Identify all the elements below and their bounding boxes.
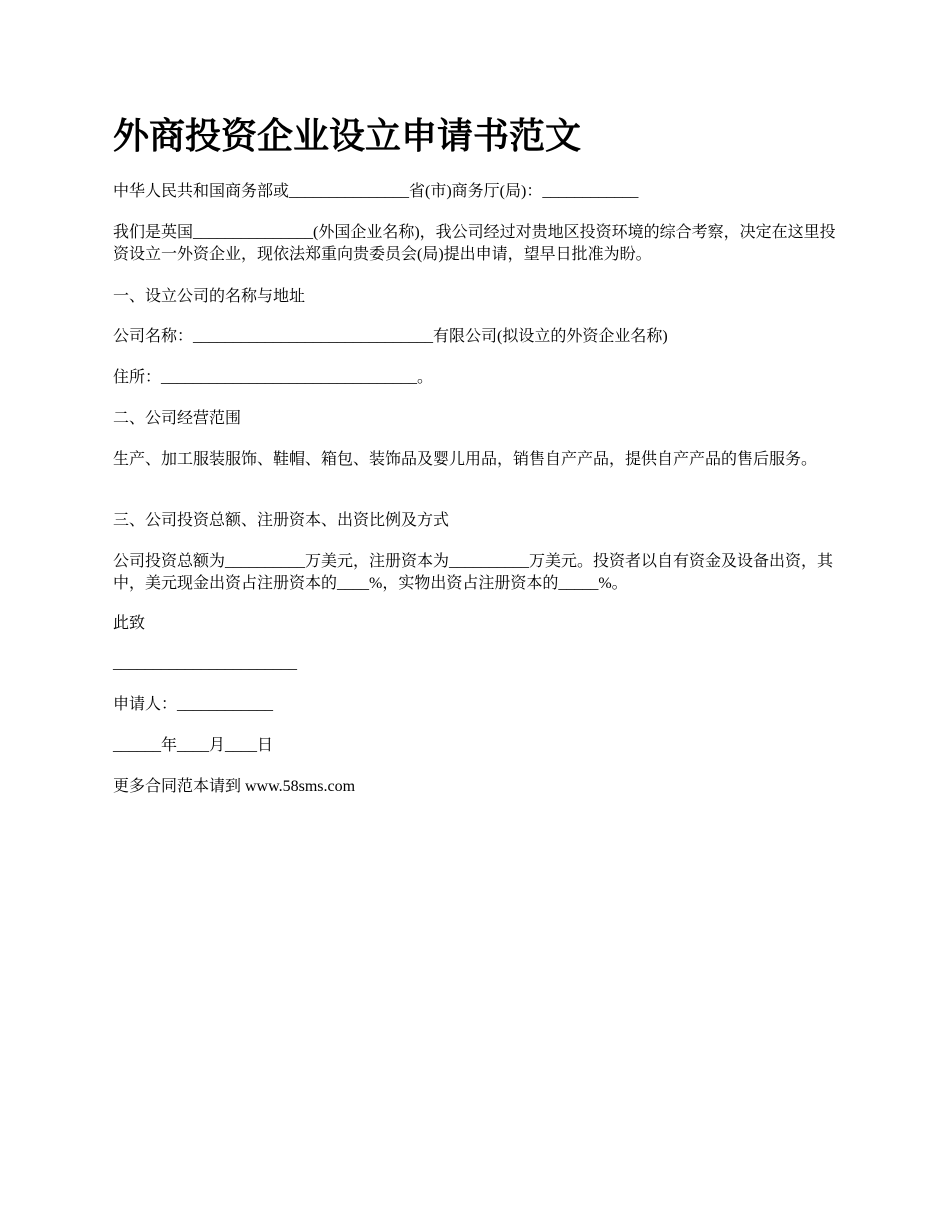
business-scope-paragraph: 生产、加工服装服饰、鞋帽、箱包、装饰品及婴儿用品，销售自产产品，提供自产产品的售后服务。 — [113, 451, 818, 468]
company-name-line: 公司名称：______________________________有限公司(拟设立的外资企业名称) — [113, 328, 668, 345]
footer-link-text: 更多合同范本请到 www.58sms.com — [113, 778, 356, 795]
addressee-line: 中华人民共和国商务部或_______________省(市)商务厅(局)：____________ — [113, 183, 639, 200]
page-title: 外商投资企业设立申请书范文 — [113, 115, 582, 157]
section-1-heading: 一、设立公司的名称与地址 — [113, 288, 306, 305]
section-2-heading: 二、公司经营范围 — [113, 410, 242, 427]
investment-paragraph: 公司投资总额为__________万美元，注册资本为__________万美元。投资者以自有资金及设备出资，其中，美元现金出资占注册资本的____%，实物出资占注册资本的_____%。 — [113, 553, 834, 592]
section-3-heading: 三、公司投资总额、注册资本、出资比例及方式 — [113, 512, 450, 529]
address-line: 住所：________________________________。 — [113, 369, 434, 386]
intro-paragraph: 我们是英国_______________(外国企业名称)，我公司经过对贵地区投资环境的综合考察，决定在这里投资设立一外资企业，现依法郑重向贵委员会(局)提出申请，望早日批准为盼。 — [113, 224, 836, 263]
applicant-line: 申请人：____________ — [113, 696, 274, 713]
closing-text: 此致 — [113, 615, 146, 632]
date-line: ______年____月____日 — [113, 737, 274, 754]
signature-line: _______________________ — [113, 655, 297, 672]
